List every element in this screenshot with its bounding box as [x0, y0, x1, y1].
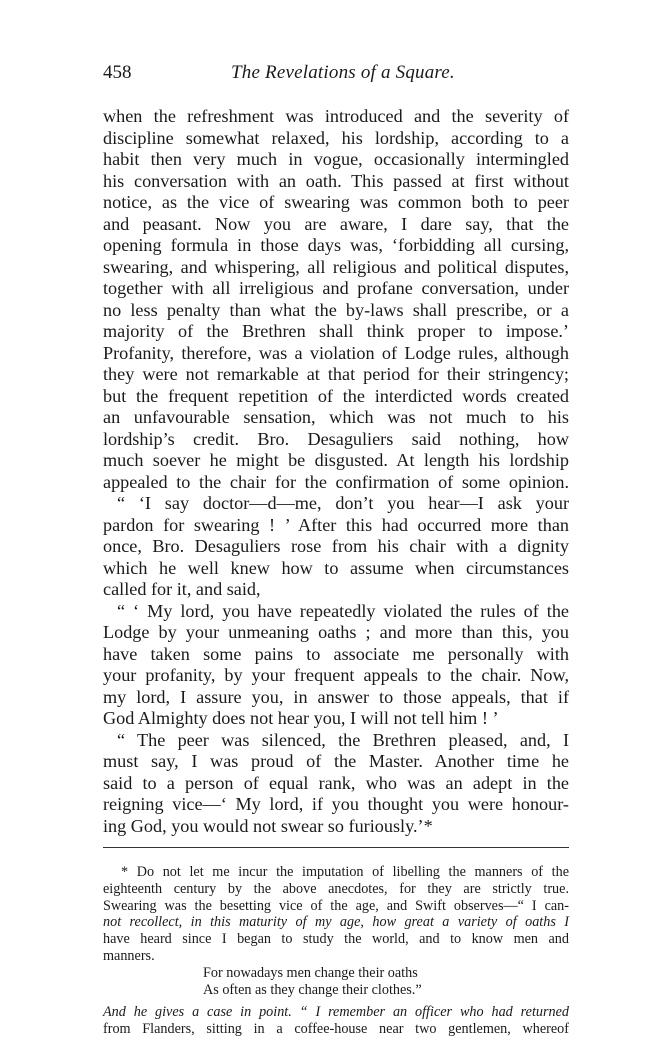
text-line: said to a person of equal rank, who was an adept in the	[103, 772, 569, 793]
footnote-rule	[103, 847, 569, 848]
footnote	[103, 864, 569, 1038]
footnote-line: Swearing was the besetting vice of the age, and Swift observes—“ I can-	[103, 897, 569, 914]
text-line: an unfavourable sensation, which was not much to his	[103, 407, 569, 427]
text-line: ing God, you would not swear so furiously.’*	[103, 815, 433, 836]
text-line: reigning vice—‘ My lord, if you thought you were honour-	[103, 794, 569, 814]
text-line: and peasant. Now you are aware, I dare say, that the	[103, 213, 569, 234]
book-page	[103, 62, 569, 1038]
text-line: “ ‘ My lord, you have repeatedly violated the rules of the	[117, 600, 569, 621]
text-line: “ The peer was silenced, the Brethren pleased, and, I	[117, 729, 569, 750]
verse-line: For nowadays men change their oaths	[203, 964, 418, 981]
text-line: pardon for swearing ! ’ After this had occurred more than	[103, 514, 569, 535]
text-line: Profanity, therefore, was a violation of Lodge rules, although	[103, 342, 569, 363]
text-line: no less penalty than what the by-laws shall prescribe, or a	[103, 299, 569, 320]
text-line: his conversation with an oath. This passed at first without	[103, 170, 569, 191]
footnote-line: from Flanders, sitting in a coffee-house near two gentlemen, whereof	[103, 1021, 569, 1038]
footnote-line: And he gives a case in point. “ I remember an officer who had returned	[103, 1004, 569, 1021]
text-line: appealed to the chair for the confirmation of some opinion.	[103, 471, 569, 492]
text-line: together with all irreligious and profane conversation, under	[103, 278, 569, 298]
text-line: which he well knew how to assume when circumstances	[103, 557, 569, 578]
text-line: when the refreshment was introduced and the severity of	[103, 106, 569, 126]
text-line: but the frequent repetition of the interdicted words created	[103, 385, 569, 406]
text-line: once, Bro. Desaguliers rose from his chair with a dignity	[103, 536, 569, 556]
footnote-line: eighteenth century by the above anecdotes, for they are strictly true.	[103, 880, 569, 897]
footnote-line: manners.	[103, 947, 155, 964]
text-line: “ ‘I say doctor—d—me, don’t you hear—I ask your	[117, 493, 569, 513]
text-line: notice, as the vice of swearing was common both to peer	[103, 192, 569, 212]
running-head	[103, 62, 569, 88]
text-line: opening formula in those days was, ‘forbidding all cursing,	[103, 235, 569, 255]
text-line: have taken some pains to associate me personally with	[103, 643, 569, 664]
text-line: Lodge by your unmeaning oaths ; and more than this, you	[103, 622, 569, 642]
text-line: God Almighty does not hear you, I will not tell him ! ’	[103, 708, 499, 728]
text-line: swearing, and whispering, all religious and political disputes,	[103, 256, 569, 277]
footnote-line: have heard since I began to study the world, and to know men and	[103, 931, 569, 948]
text-line: must say, I was proud of the Master. Another time he	[103, 751, 569, 771]
running-title: The Revelations of a Square.	[231, 62, 455, 83]
text-line: habit then very much in vogue, occasionally intermingled	[103, 149, 569, 169]
text-line: called for it, and said,	[103, 579, 261, 599]
footnote-line: not recollect, in this maturity of my age, how great a variety of oaths I	[103, 914, 569, 931]
verse-line: As often as they change their clothes.”	[203, 981, 422, 998]
text-line: majority of the Brethren shall think proper to impose.’	[103, 321, 569, 341]
text-line: they were not remarkable at that period for their stringency;	[103, 364, 569, 384]
text-line: much soever he might be disgusted. At length his lordship	[103, 450, 569, 470]
text-line: my lord, I assure you, in answer to those appeals, that if	[103, 686, 569, 707]
body-text	[103, 106, 569, 837]
text-line: lordship’s credit. Bro. Desaguliers said nothing, how	[103, 428, 569, 449]
text-line: your profanity, by your frequent appeals to the chair. Now,	[103, 665, 569, 685]
footnote-line: * Do not let me incur the imputation of libelling the manners of the	[121, 864, 569, 880]
page-number: 458	[103, 62, 132, 83]
text-line: discipline somewhat relaxed, his lordship, according to a	[103, 127, 569, 148]
